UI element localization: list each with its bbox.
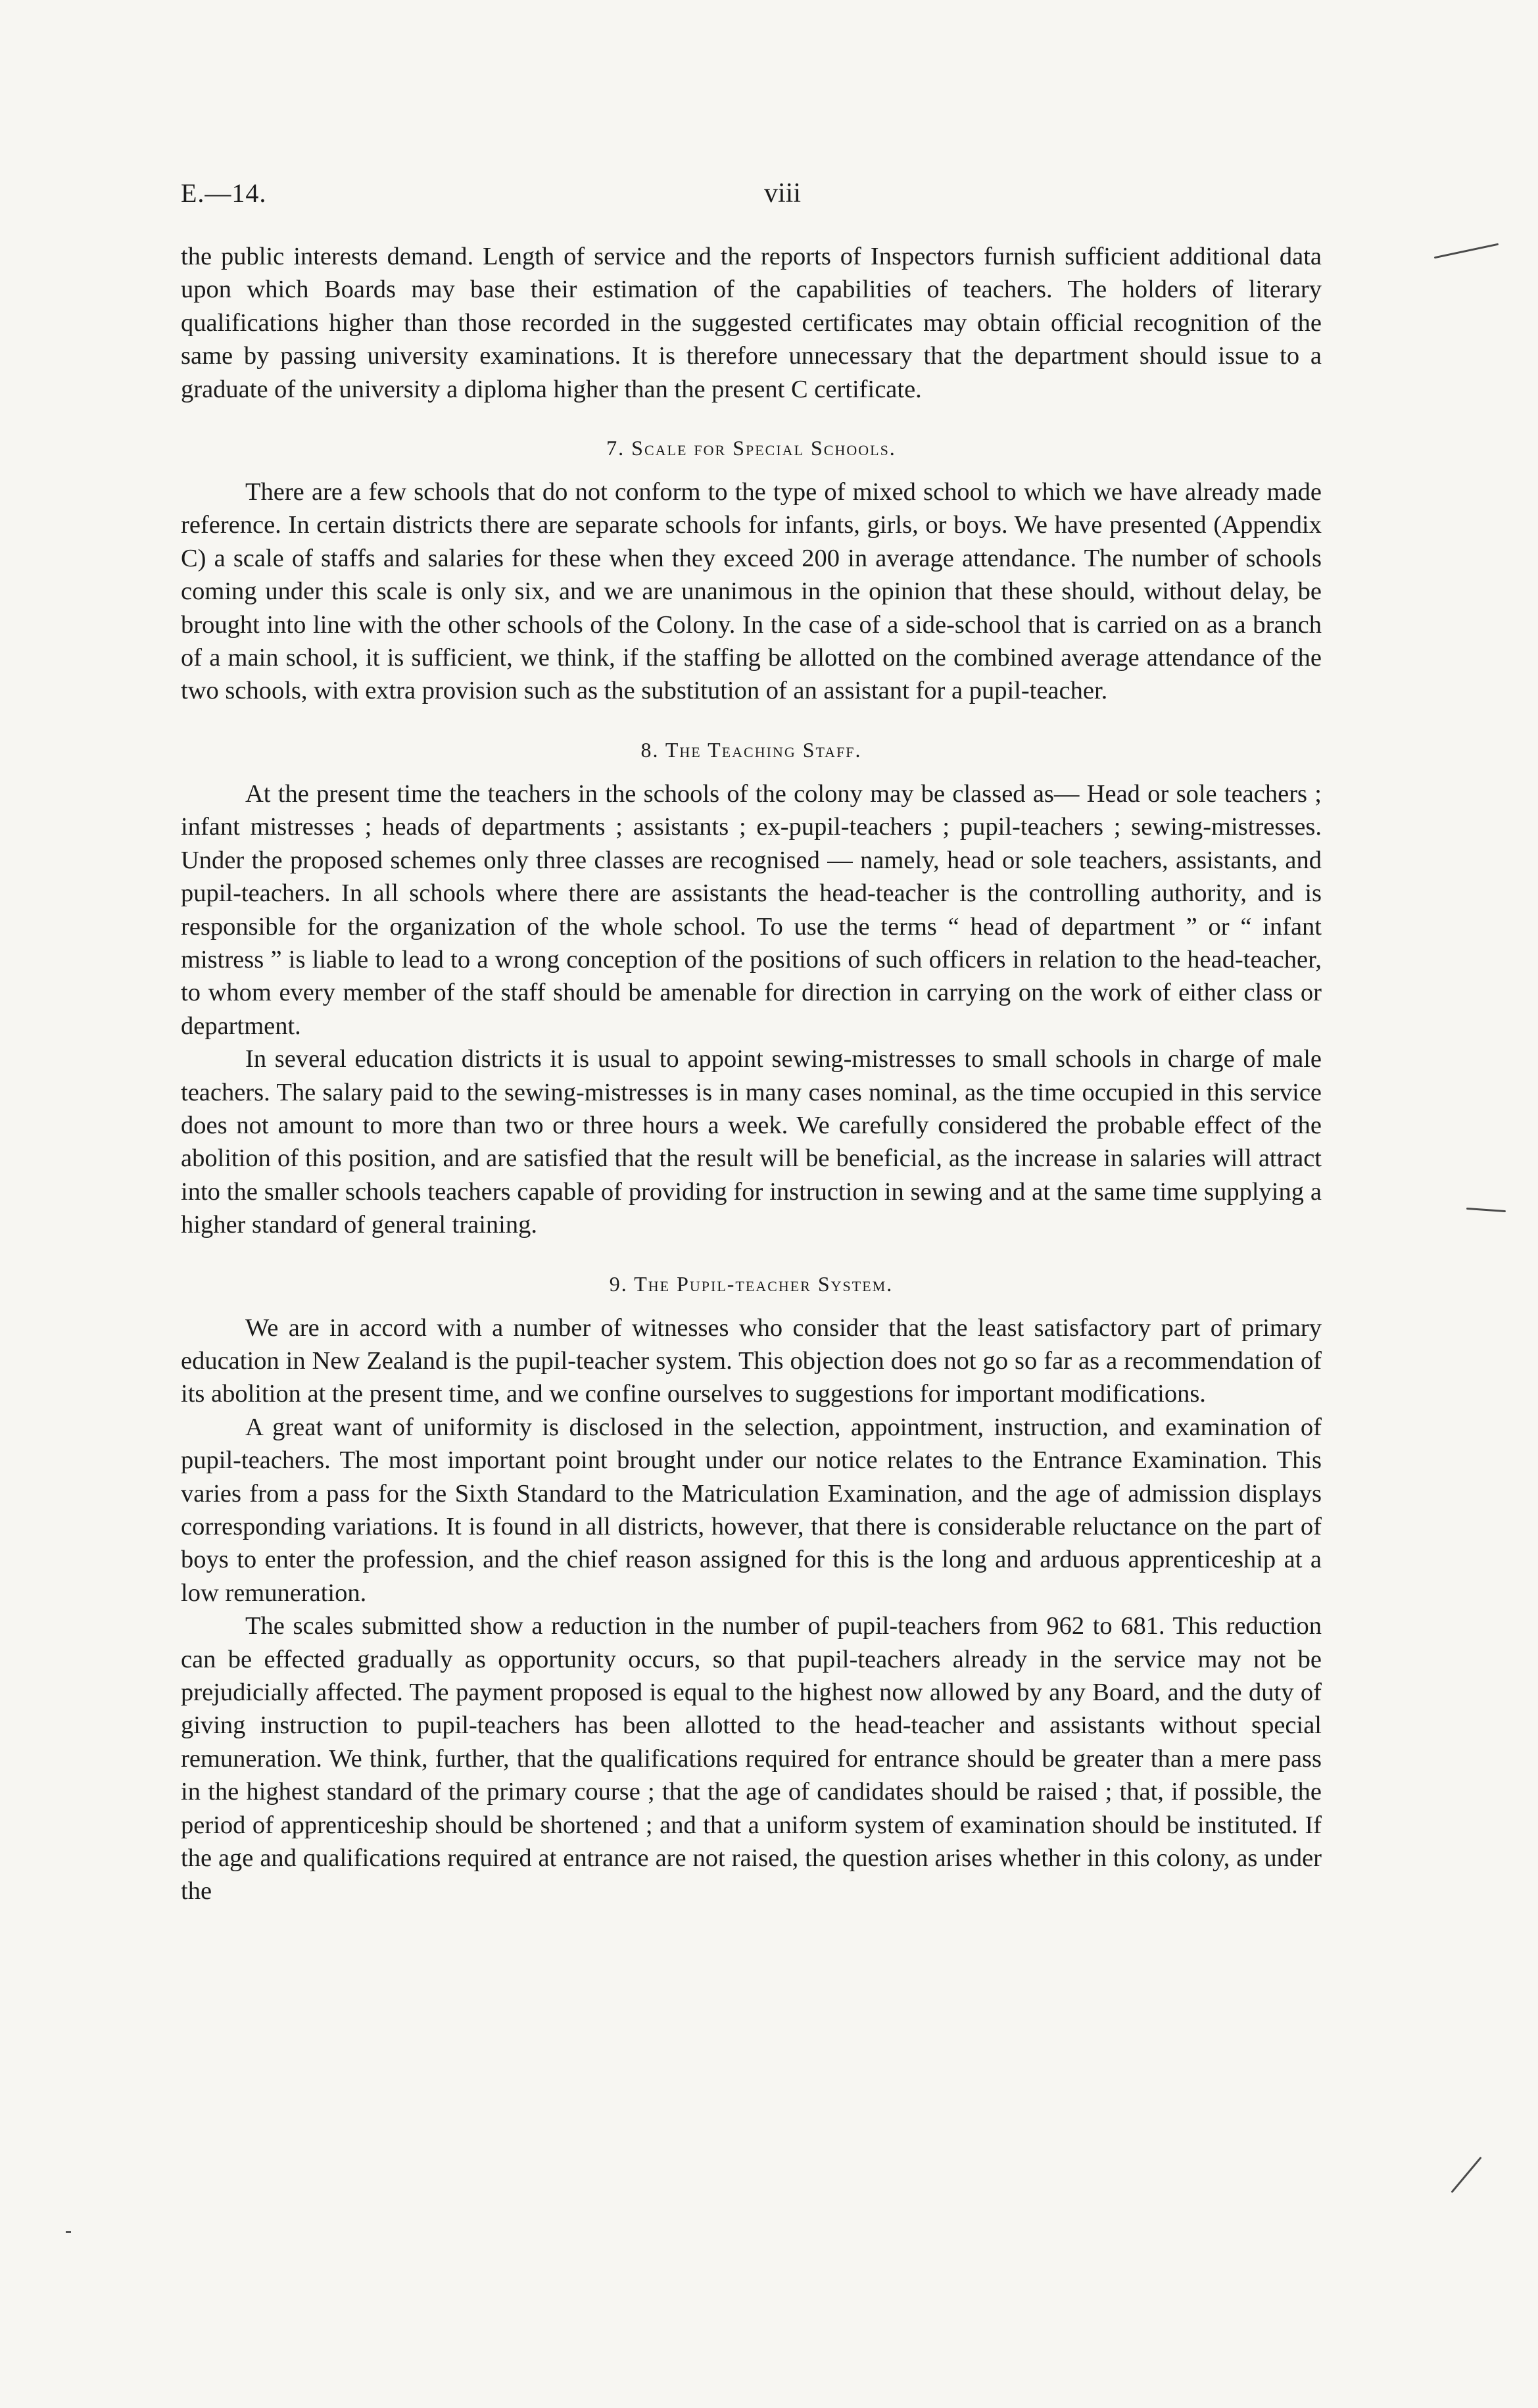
- paragraph-teaching-staff-2: In several education districts it is usual to appoint sewing-mistresses to small schools in charge of male teachers. The salary paid to the sewing-mistresses is in many cases nominal, as the time occupied in this service does not amount to more than two or three hours a week. We carefully considered the probable effect of the abolition of this position, and are satisfied that the result will be beneficial, as the increase in salaries will attract into the smaller schools teachers capable of providing for instruction in sewing and at the same time supplying a higher standard of general training.: [181, 1045, 1322, 1239]
- paragraph-special-schools: There are a few schools that do not conform to the type of mixed school to which we have already made reference. In certain districts there are separate schools for infants, girls, or boys. We have presented (Appendix C) a scale of staffs and salaries for these when they exceed 200 in average attendance. The number of schools coming under this scale is only six, and we are unanimous in the opinion that these should, without delay, be brought into line with the other schools of the Colony. In the case of a side-school that is carried on as a branch of a main school, it is sufficient, we think, if the staffing be allotted on the combined average attendance of the two schools, with extra provision such as the substitution of an assistant for a pupil-teacher.: [181, 478, 1322, 705]
- paragraph-teaching-staff-1: At the present time the teachers in the schools of the colony may be classed as— Head or sole teachers ; infant mistresses ; heads of departments ; assistants ; ex-pupil-teachers ; pupil-teachers ; sewing-mistresses. Under the proposed schemes only three classes are recognised — namely, head or sole teachers, assistants, and pupil-teachers. In all schools where there are assistants the head-teacher is the controlling authority, and is responsible for the organization of the whole school. To use the terms “ head of department ” or “ infant mistress ” is liable to lead to a wrong conception of the positions of such officers in relation to the head-teacher, to whom every member of the staff should be amenable for direction in carrying on the work of either class or department.: [181, 779, 1322, 1040]
- paragraph-intro: the public interests demand. Length of service and the reports of Inspectors furnish sufficient additional data upon which Boards may base their estimation of the capabilities of teachers. The holders of literary qualifications higher than those recorded in the suggested certificates may obtain official recognition of the same by passing university examinations. It is therefore unnecessary that the department should issue to a graduate of the university a diploma higher than the present C certificate.: [181, 243, 1322, 403]
- section-heading-teaching-staff: 8. The Teaching Staff.: [640, 737, 862, 762]
- margin-pencil-mark: [1434, 243, 1499, 259]
- paragraph-pupil-teacher-2: A great want of uniformity is disclosed in the selection, appointment, instruction, and examination of pupil-teachers. The most important point brought under our notice relates to the Entrance Examination. This varies from a pass for the Sixth Standard to the Matriculation Examination, and the age of admission displays corresponding variations. It is found in all districts, however, that there is considerable reluctance on the part of boys to enter the profession, and the chief reason assigned for this is the long and arduous apprenticeship at a low remuneration.: [181, 1413, 1322, 1607]
- margin-dot: [66, 2231, 71, 2233]
- paragraph-pupil-teacher-3: The scales submitted show a reduction in the number of pupil-teachers from 962 to 681. This reduction can be effected gradually as opportunity occurs, so that pupil-teachers already in the service may not be prejudicially affected. The payment proposed is equal to the highest now allowed by any Board, and the duty of giving instruction to pupil-teachers has been allotted to the head-teacher and assistants without special remuneration. We think, further, that the qualifications required for entrance should be greater than a mere pass in the highest standard of the primary course ; that the age of candidates should be raised ; that, if possible, the period of apprenticeship should be shortened ; and that a uniform system of examination should be instituted. If the age and qualifications required at entrance are not raised, the question arises whether in this colony, as under the: [181, 1612, 1322, 1905]
- margin-pencil-mark: [1466, 1208, 1506, 1212]
- paragraph-pupil-teacher-1: We are in accord with a number of witnesses who consider that the least satisfactory part of primary education in New Zealand is the pupil-teacher system. This objection does not go so far as a recommendation of its abolition at the present time, and we confine ourselves to suggestions for important modifications.: [181, 1314, 1322, 1408]
- section-heading-special-schools: 7. Scale for Special Schools.: [606, 436, 896, 460]
- body-text: [181, 240, 1322, 1908]
- page-number: viii: [763, 178, 801, 209]
- margin-pencil-mark: [1451, 2157, 1481, 2194]
- section-heading-pupil-teacher: 9. The Pupil-teacher System.: [609, 1271, 894, 1296]
- report-reference: E.—14.: [181, 178, 267, 208]
